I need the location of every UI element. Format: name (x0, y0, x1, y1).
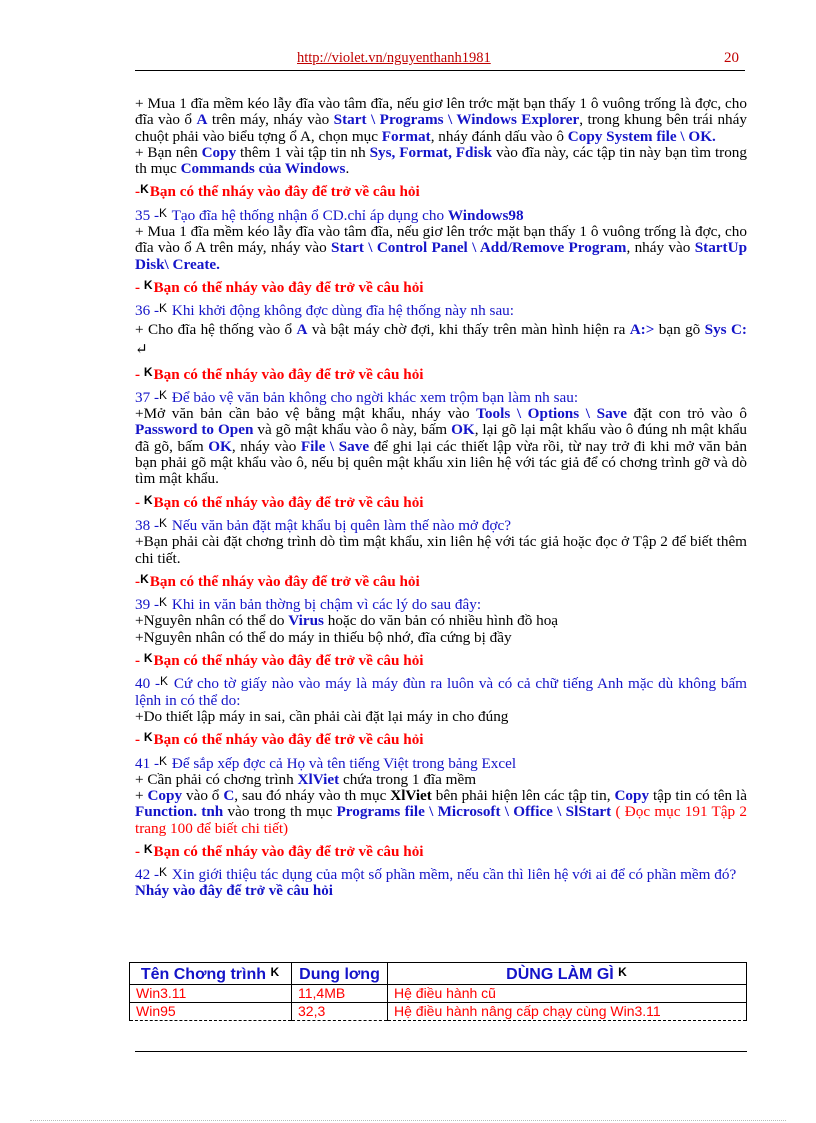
question-36: 36 -K Khi khởi động không đợc dùng đĩa hệ thống này nh sau: (135, 301, 514, 320)
back-to-question-link[interactable]: - KBạn có thể nháy vào đây để trở về câu hỏi (135, 651, 424, 670)
table-cell: 32,3 (292, 1003, 388, 1021)
k-symbol-icon: K (143, 730, 153, 745)
k-symbol-icon: K (143, 492, 153, 507)
question-41: 41 -K Để sắp xếp đợc cả Họ và tên tiếng Việt trong bảng Excel (135, 753, 517, 772)
header-url-link[interactable]: http://violet.vn/nguyenthanh1981 (297, 50, 491, 66)
paragraph: + Cho đĩa hệ thống vào ổ A và bật máy chờ đợi, khi thấy trên màn hình hiện ra A:> bạn gõ Sys C: ↵ (135, 320, 747, 358)
k-symbol-icon: K (270, 965, 280, 979)
k-symbol-icon: K (143, 841, 153, 856)
table-cell: 11,4MB (292, 985, 388, 1003)
table-caption-back-link[interactable]: Nháy vào đây để trở về câu hỏi (135, 882, 333, 899)
question-40: 40 -K Cứ cho tờ giấy nào vào máy là máy đùn ra luôn và có cả chữ tiếng Anh mặc dù không bấm lệnh in có thể do: (135, 674, 747, 709)
back-to-question-link[interactable]: - KBạn có thể nháy vào đây để trở về câu hỏi (135, 730, 424, 749)
paragraph: +Nguyên nhân có thể do máy in thiếu bộ nhớ, đĩa cứng bị đầy (135, 628, 512, 646)
paragraph: +Mở văn bản cần bảo vệ bằng mật khẩu, nháy vào Tools \ Options \ Save đặt con trỏ vào ô Password to Open và gõ mật khẩu vào ô này, bấm OK, lại gõ lại mật khẩu vào ô đúng nh mật khẩu đã gõ, bấm OK, nháy vào File \ Save để ghi lại các thiết lập vừa rồi, từ nay trở đi khi mở văn bản bạn phải gõ mật khẩu vào ô, nếu bị quên mật khẩu xin liên hệ với tác giả để có chơng trình gỡ và dò tìm mật khẩu. (135, 405, 748, 488)
paragraph: + Mua 1 đĩa mềm kéo lẫy đĩa vào tâm đĩa, nếu giơ lên trớc mặt bạn thấy 1 ô vuông trống là đợc, cho đĩa vào ổ A trên máy, nháy vào Start \ Control Panel \ Add/Remove Program, nháy vào StartUp Disk\ Create. (135, 223, 748, 273)
k-symbol-icon: K (159, 387, 168, 402)
k-symbol-icon: K (140, 571, 149, 586)
column-header: Dung lơng (292, 963, 388, 985)
k-symbol-icon: K (143, 277, 153, 292)
return-arrow-icon: ↵ (135, 340, 148, 358)
footer-divider (135, 1051, 747, 1052)
k-symbol-icon: K (160, 674, 169, 689)
table-cell: Win3.11 (130, 985, 292, 1003)
k-symbol-icon: K (143, 364, 153, 379)
paragraph: +Do thiết lập máy in sai, cần phải cài đặt lại máy in cho đúng (135, 707, 509, 725)
paragraph: + Cần phải có chơng trình XlViet chứa trong 1 đĩa mềm (135, 770, 477, 788)
back-to-question-link[interactable]: - KBạn có thể nháy vào đây để trở về câu hỏi (135, 277, 424, 296)
k-symbol-icon: K (618, 965, 627, 979)
table-cell: Hệ điều hành nâng cấp chạy cùng Win3.11 (388, 1003, 747, 1021)
table-cell: Win95 (130, 1003, 292, 1021)
k-symbol-icon: K (159, 301, 168, 316)
table-header-row (130, 963, 747, 985)
table-row (130, 1003, 747, 1021)
question-35: 35 -K Tạo đĩa hệ thống nhận ổ CD.chỉ áp dụng cho Windows98 (135, 205, 524, 224)
paragraph: +Nguyên nhân có thể do Virus hoặc do văn bản có nhiều hình đồ hoạ (135, 612, 559, 630)
k-symbol-icon: K (159, 515, 168, 530)
paragraph: + Bạn nên Copy thêm 1 vài tập tin nh Sys, Format, Fdisk vào đĩa này, các tập tin này bạn tìm trong th mục Commands của Windows. (135, 143, 747, 178)
k-symbol-icon: K (159, 205, 168, 220)
k-symbol-icon: K (159, 865, 168, 880)
paragraph: + Mua 1 đĩa mềm kéo lẫy đĩa vào tâm đĩa, nếu giơ lên trớc mặt bạn thấy 1 ô vuông trống là đợc, cho đĩa vào ổ A trên máy, nháy vào Start \ Programs \ Windows Explorer, trong khung bên trái nháy chuột phải vào biểu tợng ổ A, chọn mục Format, nháy đánh dấu vào ô Copy System file \ OK. (135, 95, 747, 145)
page-number: 20 (724, 50, 739, 66)
page-bottom-dotted-line (30, 1120, 786, 1121)
table-cell: Hệ điều hành cũ (388, 985, 747, 1003)
k-symbol-icon: K (159, 595, 168, 610)
table-row (130, 985, 747, 1003)
document-body (135, 96, 747, 914)
column-header: DÙNG LÀM GÌ K (388, 963, 747, 985)
back-to-question-link[interactable]: - KBạn có thể nháy vào đây để trở về câu hỏi (135, 492, 424, 511)
k-symbol-icon: K (140, 182, 149, 197)
paragraph: +Bạn phải cài đặt chơng trình dò tìm mật khẩu, xin liên hệ với tác giả hoặc đọc ở Tập 2 để biết thêm chi tiết. (135, 533, 747, 567)
paragraph: + Copy vào ổ C, sau đó nháy vào th mục XlViet bên phải hiện lên các tập tin, Copy tập tin có tên là Function. tnh vào trong th mục Programs file \ Microsoft \ Office \ SlStart ( Đọc mục 191 Tập 2 trang 100 để biết chi tiết) (135, 787, 747, 837)
back-to-question-link[interactable]: - KBạn có thể nháy vào đây để trở về câu hỏi (135, 841, 424, 860)
k-symbol-icon: K (143, 651, 153, 666)
question-42: 42 -K Xin giới thiệu tác dụng của một số phần mềm, nếu cần thì liên hệ với ai để có phần mềm đó? (135, 865, 737, 884)
question-38: 38 -K Nếu văn bản đặt mật khẩu bị quên làm thế nào mở đợc? (135, 515, 511, 534)
back-to-question-link[interactable]: -KBạn có thể nháy vào đây để trở về câu hỏi (135, 571, 420, 590)
software-table (129, 962, 747, 1021)
question-37: 37 -K Để bảo vệ văn bản không cho ngời khác xem trộm bạn làm nh sau: (135, 387, 579, 406)
column-header: Tên Chơng trình K (130, 963, 292, 985)
question-39: 39 -K Khi in văn bản thờng bị chậm vì các lý do sau đây: (135, 595, 482, 614)
back-to-question-link[interactable]: - KBạn có thể nháy vào đây để trở về câu hỏi (135, 364, 424, 383)
back-to-question-link[interactable]: -KBạn có thể nháy vào đây để trở về câu hỏi (135, 182, 420, 201)
k-symbol-icon: K (159, 753, 168, 768)
page-header (135, 50, 745, 71)
